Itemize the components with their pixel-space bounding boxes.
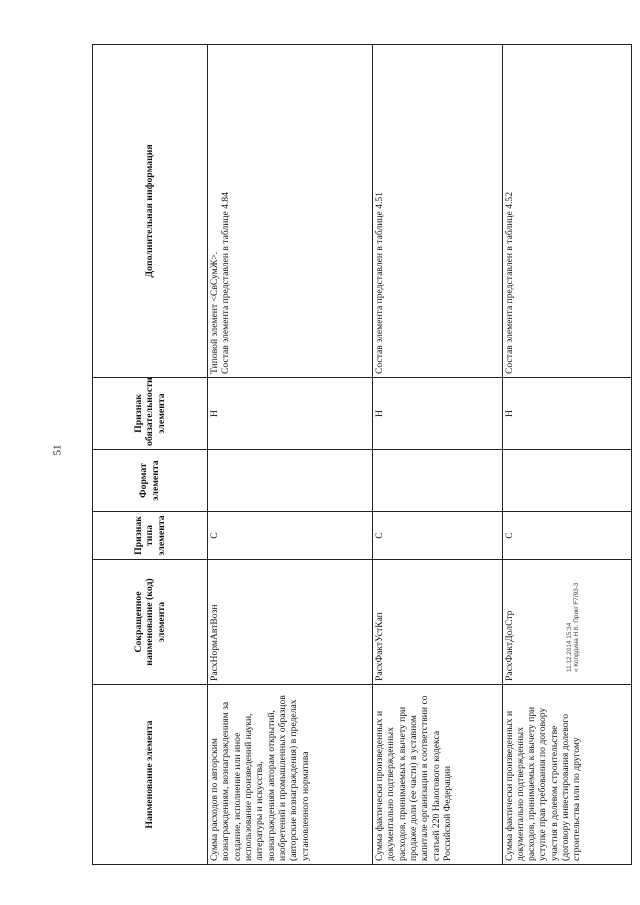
cell-name: Сумма фактически произведенных и документально подтвержденных расходов, принимаемых к вычету при продаже доли (ее части) в уставном капитале организации в соответствии со статьей 220 Налогового кодекса Российской Федерации [373,685,502,865]
footer-timestamp: 11.12.2014 15:34 [566,622,573,672]
cell-code: РасхФактУстКап [373,560,502,685]
elements-table [92,44,632,865]
cell-info [502,45,631,378]
cell-code: РасхФактДолСтр [502,560,631,685]
cell-type: С [208,512,373,560]
cell-format [373,450,502,512]
cell-required: Н [502,378,631,450]
info-line: Состав элемента представлен в таблице 4.52 [503,191,515,374]
header-code: Сокращенное наименование (код) элемента [93,560,208,685]
header-format: Формат элемента [93,450,208,512]
cell-name: Сумма расходов по авторским вознаграждениям, вознаграждениям за создание, исполнение или иное использование произведений науки, литературы и искусства, вознаграждениям авторам открытий, изобретений и промышленных образцов (авторские вознаграждения) в пределах установленного норматива [208,685,373,865]
cell-code: РасхНормАвтВозн [208,560,373,685]
table-row [208,45,373,865]
cell-type: С [373,512,502,560]
table-row [502,45,631,865]
cell-type: С [502,512,631,560]
footer-author: « Копрдина Н.К. Прик/ F7/93-3 [573,582,581,672]
footer-stamp [566,462,581,672]
page-number: 51 [51,444,64,456]
cell-name: Сумма фактически произведенных и документально подтвержденных расходов, принимаемых к вычету при уступке прав требования по договору участия в долевом строительстве (договору инвестирования долевого строительства или по другому [502,685,631,865]
cell-info [373,45,502,378]
cell-format [208,450,373,512]
cell-info [208,45,373,378]
header-name: Наименование элемента [93,685,208,865]
header-required: Признак обязательности элемента [93,378,208,450]
info-line: Состав элемента представлен в таблице 4.51 [374,191,386,374]
table-header-row [93,45,208,865]
table-row [373,45,502,865]
cell-required: Н [208,378,373,450]
header-type: Признак типа элемента [93,512,208,560]
info-line: Типовой элемент <СвСумЖ>. [209,251,220,374]
rotated-table-wrapper [92,45,632,865]
header-info: Дополнительная информация [93,45,208,378]
info-line: Состав элемента представлен в таблице 4.84 [220,191,232,374]
cell-required: Н [373,378,502,450]
